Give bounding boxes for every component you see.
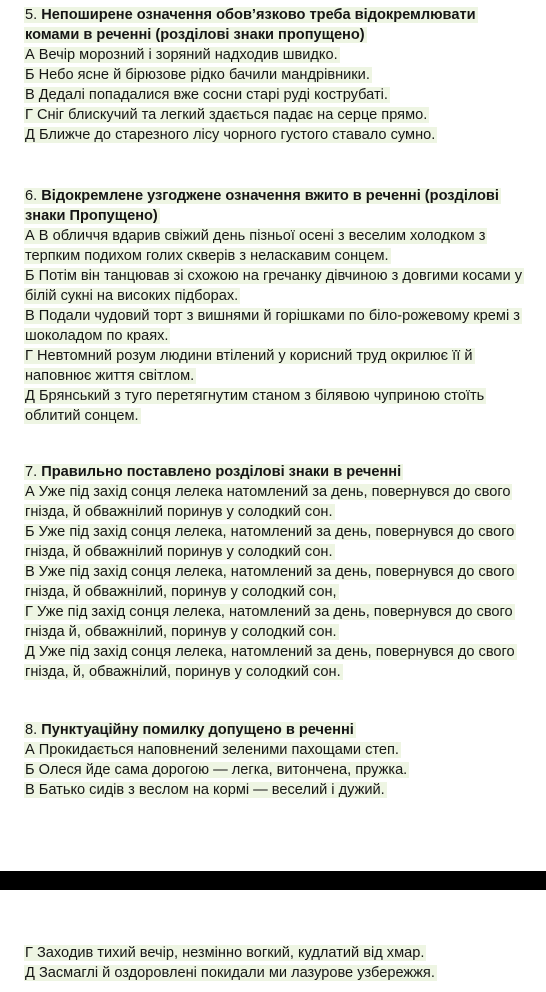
- option-line: гнізда, й, обважнілий, поринув у солодкий сон.: [25, 664, 341, 680]
- option-line: А Уже під захід сонця лелека натомлений за день, повернувся до свого: [25, 484, 511, 500]
- question-title: 8. Пунктуаційну помилку допущено в реченні: [25, 722, 354, 738]
- option-line: гнізда, й обважнілий поринув у солодкий сон.: [25, 504, 333, 520]
- option-line: В Подали чудовий торт з вишнями й горішками по біло-рожевому кремі з: [25, 308, 520, 324]
- option-line: гнізда й, обважнілий, поринув у солодкий сон.: [25, 624, 337, 640]
- option-line: гнізда, й обважнілий, поринув у солодкий сон,: [25, 584, 337, 600]
- option-line: А В обличчя вдарив свіжий день пізньої осені з веселим холодком з: [25, 228, 486, 244]
- option-line: Д Ближче до старезного лісу чорного густого ставало сумно.: [25, 127, 436, 143]
- option-line: Д Засмаглі й оздоровлені покидали ми лазурове узбережжя.: [25, 965, 435, 981]
- option-line: Б Потім він танцював зі схожою на гречанку дівчиною з довгими косами у: [25, 268, 523, 284]
- option-line: облитий сонцем.: [25, 408, 139, 424]
- option-line: терпким подихом голих скверів з неласкавим сонцем.: [25, 248, 389, 264]
- option-line: шоколадом по краях.: [25, 328, 169, 344]
- option-line: Г Сніг блискучий та легкий здається падає на серце прямо.: [25, 107, 428, 123]
- option-line: Д Уже під захід сонця лелека, натомлений за день, повернувся до свого: [25, 644, 515, 660]
- option-line: В Дедалі попадалися вже сосни старі руді кострубаті.: [25, 87, 388, 103]
- option-line: В Батько сидів з веслом на кормі — веселий і дужий.: [25, 782, 385, 798]
- option-line: Д Брянський з туго перетягнутим станом з білявою чуприною стоїть: [25, 388, 485, 404]
- question-7: [25, 462, 541, 682]
- option-line: білій сукні на високих підборах.: [25, 288, 239, 304]
- question-8: [25, 720, 541, 800]
- option-line: Б Небо ясне й бірюзове рідко бачили мандрівники.: [25, 67, 370, 83]
- option-line: гнізда, й обважнілий поринув у солодкий сон.: [25, 544, 333, 560]
- question-title: 7. Правильно поставлено розділові знаки в реченні: [25, 464, 402, 480]
- question-title: 5. Непоширене означення обов’язково треба відокремлювати: [25, 7, 476, 23]
- option-line: Г Невтомний розум людини втілений у корисний труд окрилює її й: [25, 348, 473, 364]
- screenshot-divider: [0, 871, 546, 890]
- option-line: Б Олеся йде сама дорогою — легка, витончена, пружка.: [25, 762, 408, 778]
- option-line: наповнює життя світлом.: [25, 368, 195, 384]
- question-title-cont: комами в реченні (розділові знаки пропущено): [25, 27, 365, 43]
- question-8-continued: [25, 943, 541, 983]
- question-6: [25, 186, 541, 426]
- question-title-cont: знаки Пропущено): [25, 208, 158, 224]
- option-line: А Прокидається наповнений зеленими пахощами степ.: [25, 742, 399, 758]
- option-line: Б Уже під захід сонця лелека, натомлений за день, повернувся до свого: [25, 524, 515, 540]
- option-line: Г Заходив тихий вечір, незмінно вогкий, кудлатий від хмар.: [25, 945, 425, 961]
- option-line: В Уже під захід сонця лелека, натомлений за день, повернувся до свого: [25, 564, 515, 580]
- question-5: [25, 5, 541, 145]
- question-title: 6. Відокремлене узгоджене означення вжито в реченні (розділові: [25, 188, 499, 204]
- option-line: Г Уже під захід сонця лелека, натомлений за день, повернувся до свого: [25, 604, 513, 620]
- option-line: А Вечір морозний і зоряний надходив швидко.: [25, 47, 338, 63]
